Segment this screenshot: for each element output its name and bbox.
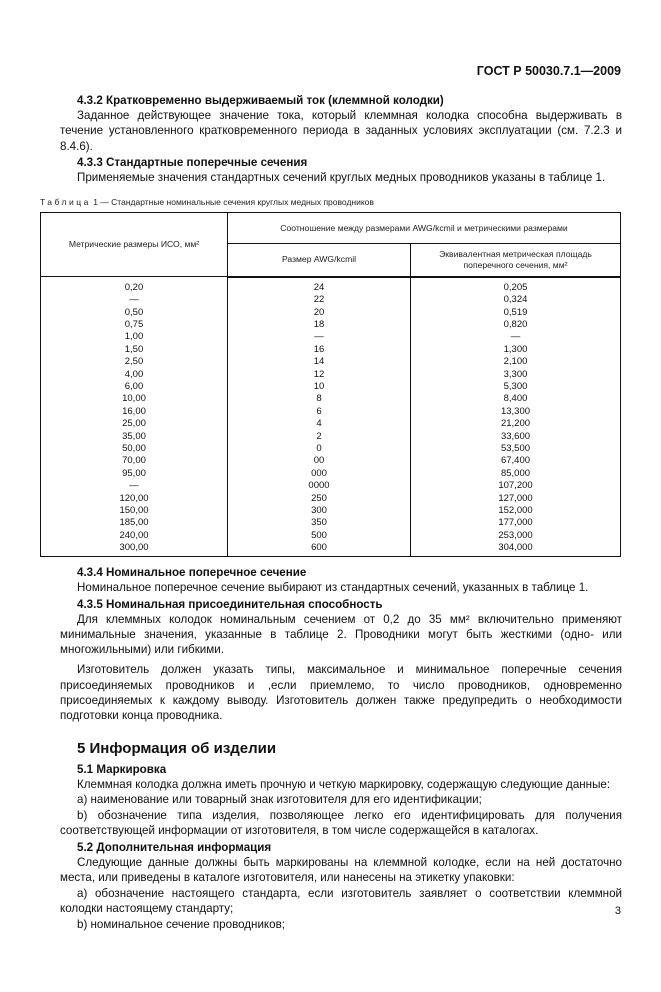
awg-size-cell: 12 <box>228 368 411 380</box>
paragraph-4-3-2: Заданное действующее значение тока, который клеммная колодка способна выдерживать в течение установленного кратковременного периода в заданных условиях эксплуатации (см. 7.2.3 и 8.4.6). <box>60 109 622 153</box>
section-5-heading: 5 Информация об изделии <box>77 739 277 757</box>
awg-size-cell: 000 <box>228 468 411 480</box>
paragraph-5-1: Клеммная колодка должна иметь прочную и четкую маркировку, содержащую следующие данные: <box>77 777 611 791</box>
metric-size-cell: 35,00 <box>41 430 228 442</box>
metric-size-cell: 1,50 <box>41 344 228 356</box>
metric-size-cell: 25,00 <box>41 418 228 430</box>
metric-size-cell: 0,75 <box>41 319 228 331</box>
table-row <box>41 492 621 504</box>
table-row <box>41 468 621 480</box>
metric-size-cell: 70,00 <box>41 455 228 467</box>
awg-size-cell: 22 <box>228 294 411 306</box>
table-row <box>41 344 621 356</box>
heading-5-2: 5.2 Дополнительная информация <box>77 840 272 854</box>
table-row <box>41 331 621 343</box>
equivalent-area-cell: 0,519 <box>411 306 621 318</box>
awg-size-cell: 0 <box>228 443 411 455</box>
awg-size-cell: 8 <box>228 393 411 405</box>
equivalent-area-cell: 1,300 <box>411 344 621 356</box>
table-row <box>41 356 621 368</box>
table-row <box>41 418 621 430</box>
equivalent-area-cell: 21,200 <box>411 418 621 430</box>
table-row <box>41 530 621 542</box>
table-row <box>41 430 621 442</box>
paragraph-4-3-3: Применяемые значения стандартных сечений круглых медных проводников указаны в таблице 1. <box>77 170 606 184</box>
equivalent-area-cell: 107,200 <box>411 480 621 492</box>
caption-text: 1 — Стандартные номинальные сечения круглых медных проводников <box>93 197 374 208</box>
metric-size-cell: 150,00 <box>41 505 228 517</box>
heading-4-3-2: 4.3.2 Кратковременно выдерживаемый ток (клеммной колодки) <box>77 94 444 107</box>
equivalent-area-cell: 0,205 <box>411 277 621 294</box>
table-row <box>41 381 621 393</box>
equivalent-area-cell: 127,000 <box>411 492 621 504</box>
table-row <box>41 480 621 492</box>
list-item-5-1-b: b) обозначение типа изделия, позволяющее легко его идентифицировать для получения соответствующей информации от изготовителя, в том числе содержащейся в каталогах. <box>60 808 622 838</box>
paragraph-4-3-4: Номинальное поперечное сечение выбирают из стандартных сечений, указанных в таблице 1. <box>77 581 589 595</box>
col-metric-header: Метрические размеры ИСО, мм² <box>41 213 228 277</box>
awg-size-cell: 16 <box>228 344 411 356</box>
metric-size-cell: 6,00 <box>41 381 228 393</box>
awg-size-cell: 600 <box>228 542 411 557</box>
awg-size-cell: 10 <box>228 381 411 393</box>
table-row <box>41 542 621 557</box>
awg-size-cell: 300 <box>228 505 411 517</box>
page-number: 3 <box>614 905 621 917</box>
metric-size-cell: 95,00 <box>41 468 228 480</box>
equivalent-area-cell: — <box>411 331 621 343</box>
equivalent-area-cell: 85,000 <box>411 468 621 480</box>
table-row <box>41 505 621 517</box>
paragraph-5-2: Следующие данные должны быть маркированы на клеммной колодке, если на ней достаточно места, или приведены в каталоге изготовителя, или нанесены на этикетку упаковки: <box>60 855 622 885</box>
list-item-5-2-a: a) обозначение настоящего стандарта, если изготовитель заявляет о соответствии клеммной колодки настоящему стандарту; <box>60 886 622 916</box>
metric-size-cell: 10,00 <box>41 393 228 405</box>
metric-size-cell: — <box>41 480 228 492</box>
metric-size-cell: 0,50 <box>41 306 228 318</box>
awg-size-cell: 350 <box>228 517 411 529</box>
equivalent-area-cell: 304,000 <box>411 542 621 557</box>
list-item-5-2-b: b) номинальное сечение проводников; <box>77 917 285 931</box>
table-row <box>41 443 621 455</box>
metric-size-cell: 4,00 <box>41 368 228 380</box>
metric-size-cell: 120,00 <box>41 492 228 504</box>
table-row <box>41 306 621 318</box>
equivalent-area-cell: 177,000 <box>411 517 621 529</box>
equivalent-area-cell: 67,400 <box>411 455 621 467</box>
awg-size-cell: 24 <box>228 277 411 294</box>
cross-section-table <box>40 212 621 557</box>
metric-size-cell: 16,00 <box>41 406 228 418</box>
awg-size-cell: 2 <box>228 430 411 442</box>
col-awg-header: Размер AWG/kcmil <box>228 244 411 277</box>
equivalent-area-cell: 13,300 <box>411 406 621 418</box>
metric-size-cell: — <box>41 294 228 306</box>
equivalent-area-cell: 0,324 <box>411 294 621 306</box>
table-row <box>41 393 621 405</box>
metric-size-cell: 240,00 <box>41 530 228 542</box>
list-item-5-1-a: a) наименование или товарный знак изготовителя для его идентификации; <box>77 793 482 807</box>
equivalent-area-cell: 5,300 <box>411 381 621 393</box>
awg-size-cell: 00 <box>228 455 411 467</box>
heading-4-3-4: 4.3.4 Номинальное поперечное сечение <box>77 566 307 580</box>
awg-size-cell: 0000 <box>228 480 411 492</box>
awg-size-cell: — <box>228 331 411 343</box>
paragraph-4-3-5-b: Изготовитель должен указать типы, максимальное и минимальное поперечные сечения присоединяемых проводников и ,если приемлемо, то число проводников, одновременно присоединяемых к каждому выводу. Изготовитель должен также предупредить о необходимости подготовки конца проводника. <box>60 663 622 723</box>
heading-4-3-3: 4.3.3 Стандартные поперечные сечения <box>77 155 308 169</box>
metric-size-cell: 1,00 <box>41 331 228 343</box>
metric-size-cell: 50,00 <box>41 443 228 455</box>
awg-size-cell: 20 <box>228 306 411 318</box>
table-row <box>41 517 621 529</box>
heading-4-3-5: 4.3.5 Номинальная присоединительная способность <box>77 597 383 611</box>
table-row <box>41 277 621 294</box>
awg-size-cell: 4 <box>228 418 411 430</box>
awg-size-cell: 6 <box>228 406 411 418</box>
equivalent-area-cell: 0,820 <box>411 319 621 331</box>
table-caption <box>40 197 622 208</box>
metric-size-cell: 0,20 <box>41 277 228 294</box>
equivalent-area-cell: 53,500 <box>411 443 621 455</box>
awg-size-cell: 250 <box>228 492 411 504</box>
metric-size-cell: 185,00 <box>41 517 228 529</box>
metric-size-cell: 2,50 <box>41 356 228 368</box>
table-row <box>41 455 621 467</box>
table-row <box>41 319 621 331</box>
table-row <box>41 368 621 380</box>
col-equivalent-header: Эквивалентная метрическая площадь поперечного сечения, мм² <box>411 244 621 277</box>
table-row <box>41 294 621 306</box>
awg-size-cell: 18 <box>228 319 411 331</box>
equivalent-area-cell: 2,100 <box>411 356 621 368</box>
col-group-header: Соотношение между размерами AWG/kcmil и метрическими размерами <box>228 213 621 244</box>
equivalent-area-cell: 152,000 <box>411 505 621 517</box>
equivalent-area-cell: 8,400 <box>411 393 621 405</box>
caption-label: Таблица <box>40 197 91 208</box>
standard-number: ГОСТ Р 50030.7.1—2009 <box>476 64 621 78</box>
equivalent-area-cell: 33,600 <box>411 430 621 442</box>
table-row <box>41 406 621 418</box>
awg-size-cell: 14 <box>228 356 411 368</box>
heading-5-1: 5.1 Маркировка <box>77 762 167 776</box>
paragraph-4-3-5-a: Для клеммных колодок номинальным сечением от 0,2 до 35 мм² включительно применяют минимальные значения, указанные в таблице 2. Проводники могут быть жесткими (одно- или многожильными) или гибкими. <box>60 612 622 657</box>
awg-size-cell: 500 <box>228 530 411 542</box>
equivalent-area-cell: 253,000 <box>411 530 621 542</box>
equivalent-area-cell: 3,300 <box>411 368 621 380</box>
metric-size-cell: 300,00 <box>41 542 228 557</box>
